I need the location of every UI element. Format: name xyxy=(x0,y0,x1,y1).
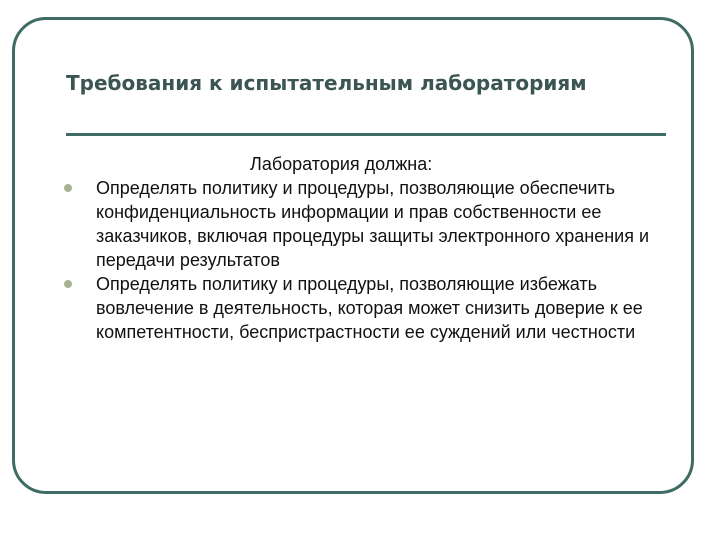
slide-content xyxy=(60,152,670,344)
bullet-item xyxy=(60,176,670,272)
bullet-text: Определять политику и процедуры, позволяющие обеспечить конфиденциальность информации и прав собственности ее заказчиков, включая процедуры защиты электронного хранения и передачи результатов xyxy=(96,178,650,270)
slide-title: Требования к испытательным лабораториям xyxy=(66,71,587,95)
bullet-item xyxy=(60,272,670,344)
bullet-list xyxy=(60,176,670,344)
round-bullet-icon xyxy=(64,280,72,288)
bullet-text: Определять политику и процедуры, позволяющие избежать вовлечение в деятельность, которая может снизить доверие к ее компетентности, беспристрастности ее суждений или честности xyxy=(96,274,643,342)
intro-text: Лаборатория должна: xyxy=(250,154,433,174)
title-divider xyxy=(66,133,666,136)
round-bullet-icon xyxy=(64,184,72,192)
